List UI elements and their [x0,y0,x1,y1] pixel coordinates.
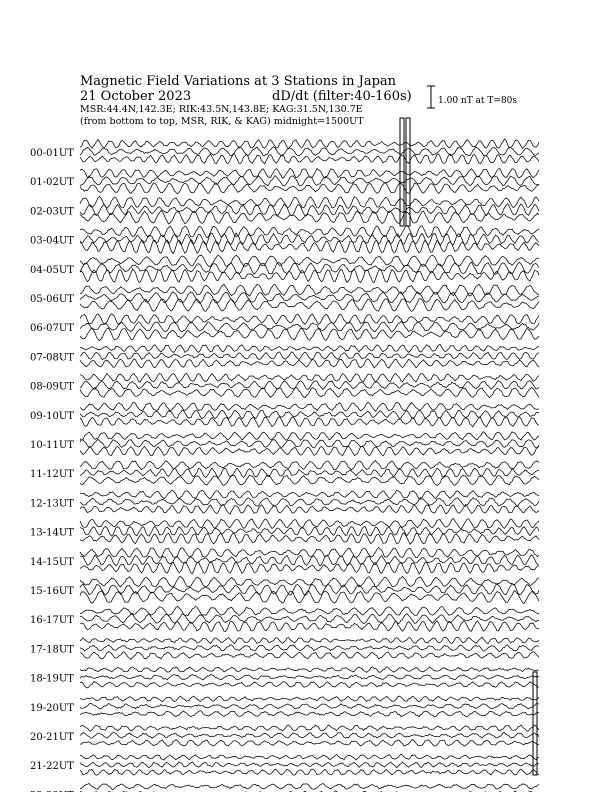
trace-kag-20-21UT [80,725,539,731]
trace-kag-05-06UT [80,284,539,296]
trace-msr-07-08UT [80,359,539,368]
trace-kag-11-12UT [80,460,539,469]
stacking-order-note: (from bottom to top, MSR, RIK, & KAG) midnight=1500UT [80,116,364,127]
trace-msr-19-20UT [80,711,539,717]
trace-panel [80,118,539,792]
trace-kag-06-07UT [80,314,539,325]
hour-label: 14-15UT [30,556,74,568]
trace-kag-13-14UT [80,518,539,528]
trace-rik-10-11UT [80,439,539,448]
trace-msr-06-07UT [80,328,539,340]
hour-label: 01-02UT [30,177,74,189]
chart-title: Magnetic Field Variations at 3 Stations in Japan [80,74,397,89]
trace-kag-19-20UT [80,696,539,702]
hour-label: 12-13UT [30,498,74,510]
trace-kag-07-08UT [80,344,539,352]
trace-rik-04-05UT [80,262,539,274]
hour-label: 00-01UT [30,148,74,159]
hour-label: 04-05UT [30,264,74,276]
trace-rik-00-01UT [80,147,539,156]
hour-label: 17-18UT [30,644,74,656]
hour-label: 21-22UT [30,761,74,773]
hour-label-column [30,148,74,792]
hour-label: 20-21UT [30,732,74,743]
trace-msr-15-16UT [80,591,539,604]
trace-rik-15-16UT [80,584,539,595]
trace-msr-10-11UT [80,446,539,456]
trace-rik-16-17UT [80,614,539,624]
trace-rik-12-13UT [80,498,539,506]
trace-kag-00-01UT [80,139,539,148]
trace-rik-21-22UT [80,762,539,768]
hour-label: 13-14UT [30,527,74,539]
trace-msr-08-09UT [80,387,539,398]
trace-rik-03-04UT [80,233,539,245]
trace-msr-17-18UT [80,652,539,660]
chart-quantity: dD/dt (filter:40-160s) [272,89,412,104]
trace-rik-08-09UT [80,381,539,390]
trace-rik-11-12UT [80,468,539,478]
hour-label: 05-06UT [30,294,74,305]
trace-msr-18-19UT [80,682,539,688]
trace-rik-01-02UT [80,176,539,186]
trace-msr-21-22UT [80,769,539,775]
hour-label: 18-19UT [30,673,74,685]
trace-kag-15-16UT [80,576,539,587]
trace-msr-01-02UT [80,183,539,194]
trace-rik-20-21UT [80,733,539,739]
station-coordinates: MSR:44.4N,142.3E; RIK:43.5N,143.8E; KAG:31.5N,130.7E [80,104,363,115]
scale-bar-label: 1.00 nT at T=80s [438,96,518,106]
hour-label: 03-04UT [30,235,74,247]
trace-msr-03-04UT [80,240,539,254]
trace-kag-02-03UT [80,197,539,209]
trace-kag-22-23UT [80,783,539,789]
trace-kag-01-02UT [80,168,539,178]
chart-date: 21 October 2023 [80,89,192,104]
trace-msr-20-21UT [80,740,539,747]
hour-label: 02-03UT [30,206,74,218]
trace-kag-10-11UT [80,432,539,441]
trace-msr-11-12UT [80,475,539,485]
trace-kag-21-22UT [80,754,539,760]
trace-kag-12-13UT [80,490,539,498]
trace-rik-07-08UT [80,352,539,360]
trace-kag-09-10UT [80,402,539,411]
hour-label: 08-09UT [30,381,74,393]
trace-kag-17-18UT [80,637,539,644]
hour-label: 15-16UT [30,586,74,597]
trace-msr-04-05UT [80,269,539,283]
trace-msr-12-13UT [80,505,539,515]
trace-msr-16-17UT [80,621,539,632]
trace-kag-18-19UT [80,667,539,673]
trace-msr-09-10UT [80,417,539,427]
trace-rik-17-18UT [80,645,539,652]
hour-label: 07-08UT [30,352,74,364]
trace-kag-08-09UT [80,373,539,382]
scale-bar [427,86,435,108]
hour-label: 19-20UT [30,702,74,714]
trace-rik-09-10UT [80,410,539,419]
trace-rik-19-20UT [80,703,539,709]
trace-rik-18-19UT [80,675,539,680]
hour-label: 09-10UT [30,410,74,422]
hour-label: 11-12UT [30,469,74,481]
hour-label: 16-17UT [30,615,74,627]
hour-label: 10-11UT [30,440,74,451]
hour-label: 06-07UT [30,323,74,335]
